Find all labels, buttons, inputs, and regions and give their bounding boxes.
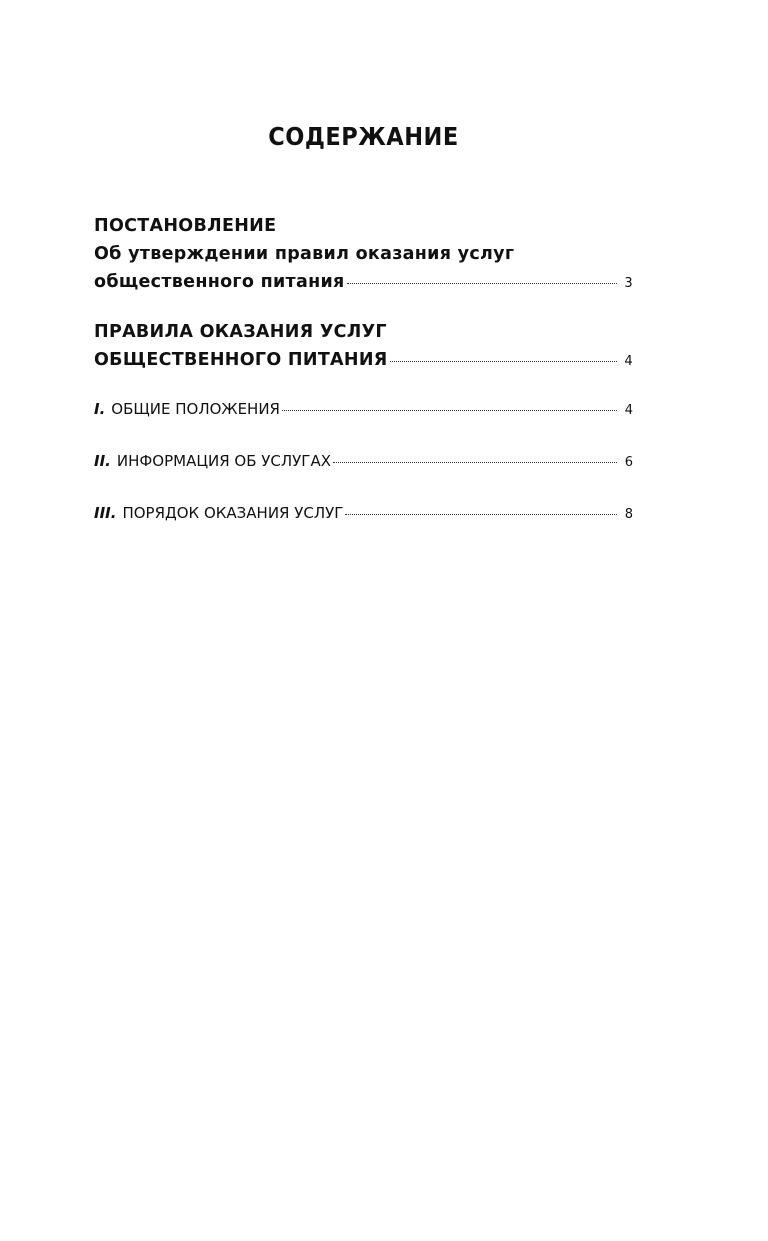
toc-entry-line	[94, 240, 633, 268]
section-label: ПОРЯДОК ОКАЗАНИЯ УСЛУГ	[122, 504, 344, 522]
toc-title: СОДЕРЖАНИЕ	[268, 122, 459, 151]
toc-entry-line	[94, 212, 633, 240]
toc-section-line	[94, 399, 633, 421]
page-number: 4	[624, 403, 633, 418]
toc-entry-heading: ПОСТАНОВЛЕНИЕ	[94, 216, 277, 236]
toc-entry-rules[interactable]	[94, 318, 633, 376]
section-numeral: II.	[94, 452, 111, 470]
toc-section-2[interactable]	[94, 451, 633, 473]
section-numeral: I.	[94, 400, 106, 418]
toc-entry-line	[94, 318, 633, 346]
dot-leader	[347, 283, 617, 284]
toc-entry-heading-end: ОБЩЕСТВЕННОГО ПИТАНИЯ	[94, 350, 388, 370]
toc-entry-heading: ПРАВИЛА ОКАЗАНИЯ УСЛУГ	[94, 322, 387, 342]
dot-leader	[282, 410, 617, 411]
section-label: ОБЩИЕ ПОЛОЖЕНИЯ	[111, 400, 280, 418]
toc-entry-line	[94, 346, 633, 376]
toc-section-line	[94, 451, 633, 473]
page-number: 6	[624, 455, 633, 470]
page-number: 3	[624, 276, 633, 291]
toc-entry-resolution[interactable]	[94, 212, 633, 298]
toc-section-3[interactable]	[94, 503, 633, 525]
toc-section-1[interactable]	[94, 399, 633, 421]
section-numeral: III.	[94, 504, 117, 522]
toc-section-line	[94, 503, 633, 525]
toc-entry-line	[94, 268, 633, 298]
page-number: 8	[624, 507, 633, 522]
dot-leader	[333, 462, 617, 463]
toc-entry-subtitle-end: общественного питания	[94, 272, 345, 292]
dot-leader	[390, 361, 617, 362]
dot-leader	[345, 514, 617, 515]
section-label: ИНФОРМАЦИЯ ОБ УСЛУГАХ	[116, 452, 331, 470]
page-number: 4	[624, 354, 633, 369]
toc-entry-subtitle: Об утверждении правил оказания услуг	[94, 244, 515, 264]
